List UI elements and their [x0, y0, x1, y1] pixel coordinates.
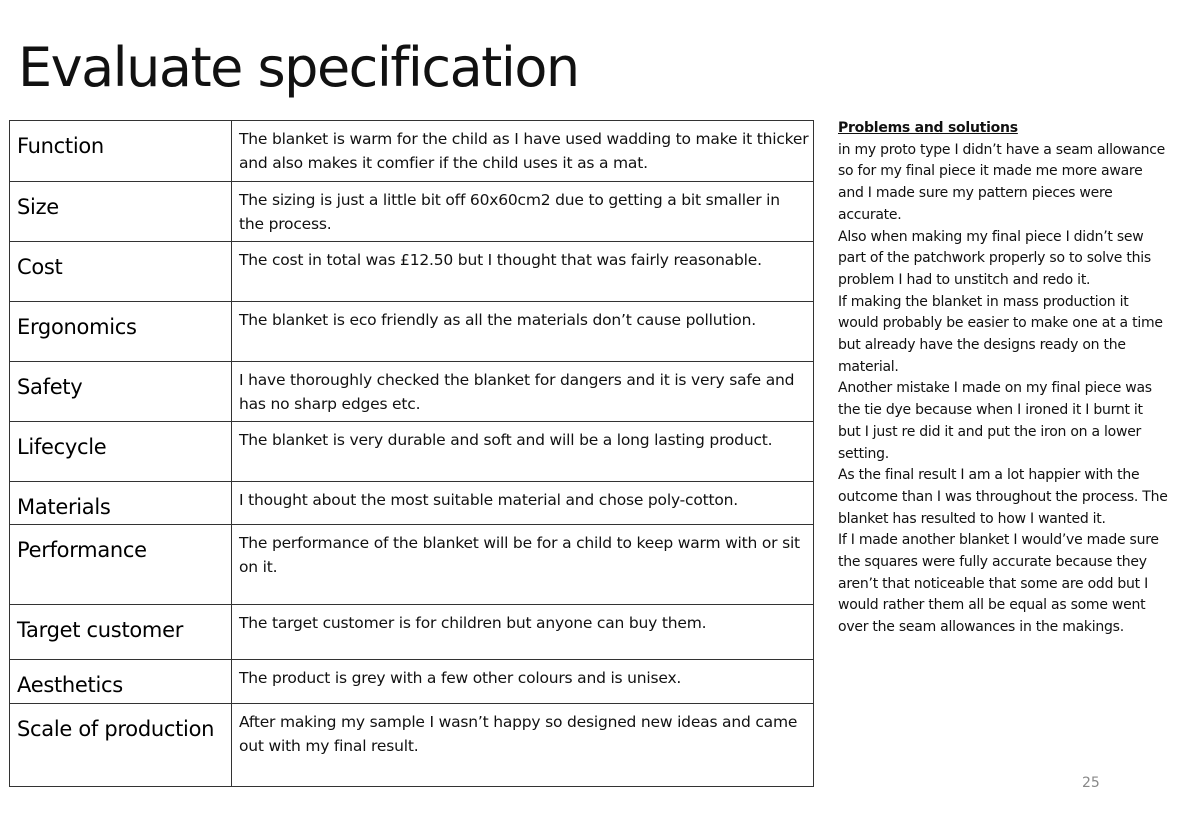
spec-label-materials: Materials [10, 482, 232, 525]
spec-text-function: The blanket is warm for the child as I have used wadding to make it thicker and also makes it comfier if the child uses it as a mat. [232, 121, 814, 182]
spec-text-scale-of-production: After making my sample I wasn’t happy so designed new ideas and came out with my final result. [232, 704, 814, 787]
spec-text-lifecycle: The blanket is very durable and soft and will be a long lasting product. [232, 422, 814, 482]
spec-label-target-customer: Target customer [10, 605, 232, 660]
table-row [10, 242, 814, 302]
spec-label-performance: Performance [10, 525, 232, 605]
spec-label-size: Size [10, 182, 232, 242]
table-row [10, 121, 814, 182]
spec-text-safety: I have thoroughly checked the blanket for dangers and it is very safe and has no sharp edges etc. [232, 362, 814, 422]
spec-text-cost: The cost in total was £12.50 but I thought that was fairly reasonable. [232, 242, 814, 302]
spec-text-size: The sizing is just a little bit off 60x60cm2 due to getting a bit smaller in the process. [232, 182, 814, 242]
spec-label-aesthetics: Aesthetics [10, 660, 232, 704]
spec-label-ergonomics: Ergonomics [10, 302, 232, 362]
spec-label-safety: Safety [10, 362, 232, 422]
page-title: Evaluate specification [18, 36, 579, 99]
spec-text-performance: The performance of the blanket will be for a child to keep warm with or sit on it. [232, 525, 814, 605]
spec-text-materials: I thought about the most suitable material and chose poly-cotton. [232, 482, 814, 525]
table-row [10, 704, 814, 787]
table-row [10, 605, 814, 660]
spec-text-target-customer: The target customer is for children but anyone can buy them. [232, 605, 814, 660]
spec-text-aesthetics: The product is grey with a few other colours and is unisex. [232, 660, 814, 704]
table-row [10, 302, 814, 362]
problems-and-solutions-notes [838, 118, 1168, 639]
spec-label-function: Function [10, 121, 232, 182]
notes-paragraph: Also when making my final piece I didn’t sew part of the patchwork properly so to solve this problem I had to unstitch and redo it. [838, 228, 1151, 288]
notes-heading: Problems and solutions [838, 120, 1018, 136]
table-row [10, 660, 814, 704]
notes-paragraph: If making the blanket in mass production it would probably be easier to make one at a time but already have the designs ready on the material. [838, 293, 1163, 375]
notes-paragraph: As the final result I am a lot happier with the outcome than I was throughout the process. The blanket has resulted to how I wanted it. [838, 467, 1168, 527]
specification-table [9, 120, 814, 787]
spec-label-lifecycle: Lifecycle [10, 422, 232, 482]
spec-label-cost: Cost [10, 242, 232, 302]
table-row [10, 482, 814, 525]
notes-paragraph: Another mistake I made on my final piece was the tie dye because when I ironed it I burnt it but I just re did it and put the iron on a lower setting. [838, 380, 1152, 462]
table-row [10, 422, 814, 482]
page-number: 25 [1082, 775, 1100, 791]
table-row [10, 362, 814, 422]
notes-paragraph: in my proto type I didn’t have a seam allowance so for my final piece it made me more aware and I made sure my pattern pieces were accurate. [838, 141, 1166, 223]
spec-text-ergonomics: The blanket is eco friendly as all the materials don’t cause pollution. [232, 302, 814, 362]
table-row [10, 182, 814, 242]
table-row [10, 525, 814, 605]
spec-label-scale-of-production: Scale of production [10, 704, 232, 787]
notes-paragraph: If I made another blanket I would’ve made sure the squares were fully accurate because they aren’t that noticeable that some are odd but I would rather them all be equal as some went over the seam allowances in the makings. [838, 532, 1159, 636]
